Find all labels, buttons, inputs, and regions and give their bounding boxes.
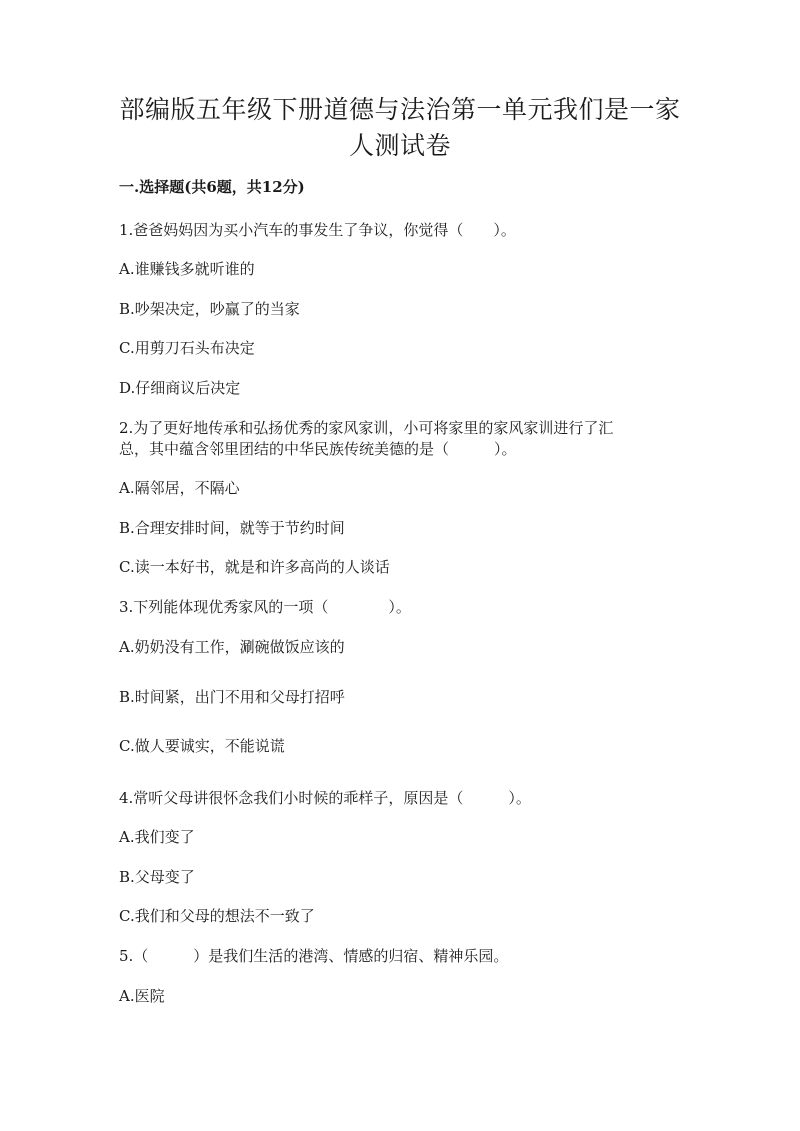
- question-1-option-d: D.仔细商议后决定: [119, 379, 241, 397]
- title-line-2: 人测试卷: [348, 131, 451, 160]
- question-1-stem: 1.爸爸妈妈因为买小汽车的事发生了争议，你觉得（ ）。: [119, 221, 516, 239]
- question-3-option-c: C.做人要诚实，不能说谎: [119, 737, 285, 755]
- question-5-stem: 5.（ ）是我们生活的港湾、情感的归宿、精神乐园。: [119, 947, 509, 965]
- question-2-option-b: B.合理安排时间，就等于节约时间: [119, 519, 345, 537]
- title-line-1: 部编版五年级下册道德与法治第一单元我们是一家: [119, 95, 681, 124]
- question-3-stem: 3.下列能体现优秀家风的一项（ ）。: [119, 598, 411, 616]
- page-title: [100, 92, 700, 164]
- question-1-option-c: C.用剪刀石头布决定: [119, 339, 255, 357]
- question-4-option-c: C.我们和父母的想法不一致了: [119, 907, 315, 925]
- question-2-option-c: C.读一本好书，就是和许多高尚的人谈话: [119, 558, 390, 576]
- question-4-stem: 4.常听父母讲很怀念我们小时候的乖样子，原因是（ ）。: [119, 789, 531, 807]
- question-1-option-b: B.吵架决定，吵赢了的当家: [119, 300, 300, 318]
- question-5-option-a: A.医院: [119, 987, 165, 1005]
- question-2-stem-line-1: 2.为了更好地传承和弘扬优秀的家风家训，小可将家里的家风家训进行了汇: [119, 419, 614, 437]
- question-2-option-a: A.隔邻居，不隔心: [119, 479, 240, 497]
- question-1-option-a: A.谁赚钱多就听谁的: [119, 260, 255, 278]
- question-4-option-a: A.我们变了: [119, 828, 195, 846]
- question-3-option-b: B.时间紧，出门不用和父母打招呼: [119, 688, 345, 706]
- question-4-option-b: B.父母变了: [119, 868, 195, 886]
- section-heading: 一.选择题(共6题，共12分): [119, 178, 305, 196]
- question-3-option-a: A.奶奶没有工作，涮碗做饭应该的: [119, 638, 345, 656]
- question-2-stem-line-2: 总，其中蕴含邻里团结的中华民族传统美德的是（ ）。: [119, 440, 517, 458]
